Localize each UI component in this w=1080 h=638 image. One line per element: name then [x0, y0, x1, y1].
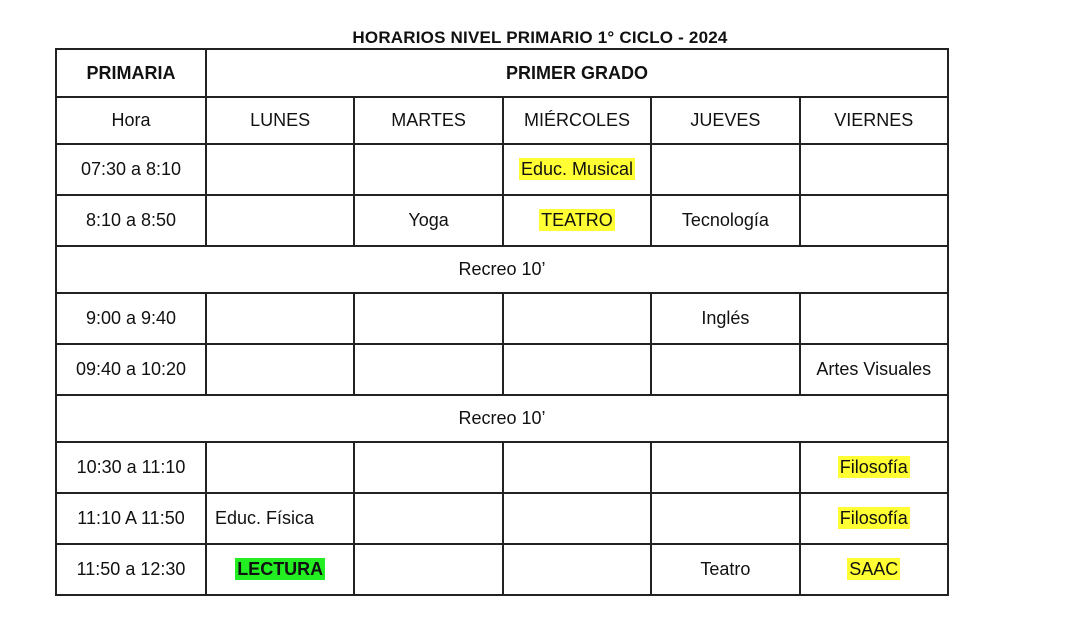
time-cell: 09:40 a 10:20	[56, 344, 206, 395]
time-cell: 11:10 A 11:50	[56, 493, 206, 544]
time-cell: 07:30 a 8:10	[56, 144, 206, 195]
time-cell: 10:30 a 11:10	[56, 442, 206, 493]
table-row	[56, 544, 948, 595]
class-cell	[503, 493, 651, 544]
page-title: HORARIOS NIVEL PRIMARIO 1° CICLO - 2024	[352, 28, 728, 47]
table-row	[56, 344, 948, 395]
break-cell: Recreo 10’	[56, 246, 948, 293]
class-cell	[800, 195, 948, 246]
grade-header: PRIMER GRADO	[206, 49, 948, 97]
class-cell	[206, 293, 354, 344]
time-cell: 11:50 a 12:30	[56, 544, 206, 595]
class-label: Educ. Musical	[520, 159, 633, 179]
day-header-martes: MARTES	[354, 97, 502, 144]
class-cell	[651, 144, 799, 195]
schedule-table	[55, 48, 949, 596]
class-cell	[503, 442, 651, 493]
class-cell	[800, 493, 948, 544]
class-cell	[206, 195, 354, 246]
class-cell	[800, 293, 948, 344]
class-label: SAAC	[849, 559, 899, 579]
table-row	[56, 442, 948, 493]
day-header-miercoles: MIÉRCOLES	[503, 97, 651, 144]
class-cell	[206, 344, 354, 395]
time-cell: 9:00 a 9:40	[56, 293, 206, 344]
table-row	[56, 493, 948, 544]
class-cell	[503, 293, 651, 344]
class-cell	[503, 195, 651, 246]
class-cell	[354, 144, 502, 195]
class-cell	[206, 544, 354, 595]
day-header-lunes: LUNES	[206, 97, 354, 144]
days-row	[56, 97, 948, 144]
class-cell: Educ. Física	[206, 493, 354, 544]
class-cell	[354, 493, 502, 544]
class-cell	[651, 442, 799, 493]
level-header: PRIMARIA	[56, 49, 206, 97]
class-cell	[206, 442, 354, 493]
break-cell: Recreo 10’	[56, 395, 948, 442]
class-cell: Teatro	[651, 544, 799, 595]
time-cell: 8:10 a 8:50	[56, 195, 206, 246]
class-cell: Yoga	[354, 195, 502, 246]
class-cell	[503, 544, 651, 595]
class-cell: Inglés	[651, 293, 799, 344]
class-cell	[651, 344, 799, 395]
class-cell: Artes Visuales	[800, 344, 948, 395]
class-cell	[651, 493, 799, 544]
class-label: TEATRO	[541, 210, 613, 230]
class-cell	[800, 544, 948, 595]
table-row	[56, 144, 948, 195]
class-cell	[354, 544, 502, 595]
class-cell	[800, 144, 948, 195]
class-label: Filosofía	[839, 457, 908, 477]
class-label: LECTURA	[237, 559, 324, 579]
day-header-jueves: JUEVES	[651, 97, 799, 144]
hour-header: Hora	[56, 97, 206, 144]
break-row	[56, 246, 948, 293]
class-cell	[503, 144, 651, 195]
class-cell	[354, 293, 502, 344]
table-row	[56, 293, 948, 344]
table-row	[56, 195, 948, 246]
class-cell	[800, 442, 948, 493]
class-label: Filosofía	[839, 508, 908, 528]
class-cell	[503, 344, 651, 395]
break-row	[56, 395, 948, 442]
class-cell	[354, 344, 502, 395]
class-cell	[354, 442, 502, 493]
class-cell: Tecnología	[651, 195, 799, 246]
day-header-viernes: VIERNES	[800, 97, 948, 144]
class-cell	[206, 144, 354, 195]
header-row	[56, 49, 948, 97]
